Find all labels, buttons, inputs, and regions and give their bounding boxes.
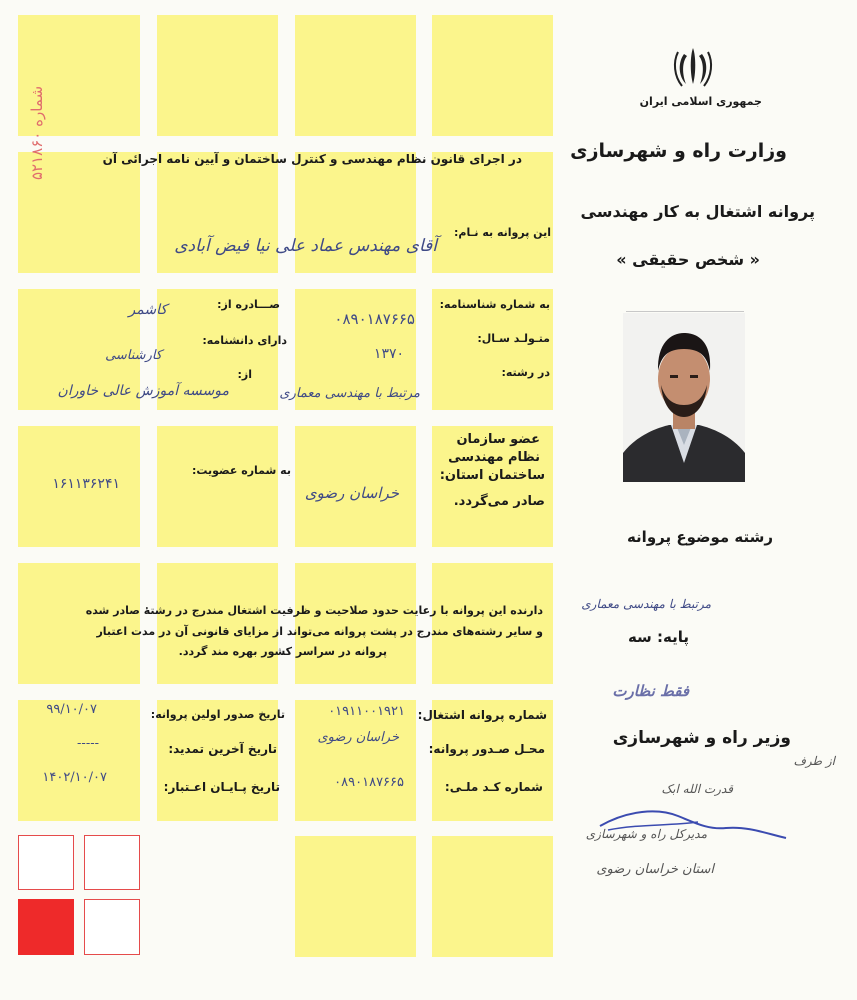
institution: موسسه آموزش عالی خاوران — [57, 383, 229, 399]
terms-line: دارنده این پروانه با رعایت حدود صلاحیت و ظرفیت اشتغال مندرج در رشتهٔ صادر شده — [85, 604, 543, 617]
field: مرتبط با مهندسی معماری — [279, 386, 420, 401]
signer-title-1: مدیرکل راه و شهرسازی — [585, 827, 707, 841]
id-number: ۰۸۹۰۱۸۷۶۶۵ — [334, 310, 415, 328]
issue-place: خراسان رضوی — [317, 730, 399, 745]
member-number-label: به شماره عضویت: — [191, 464, 291, 477]
stamp-box-filled — [18, 899, 74, 955]
background-tile — [295, 15, 416, 136]
first-issue-label: تاریخ صدور اولین پروانه: — [150, 708, 285, 721]
license-number-label: شماره پروانه اشتغال: — [417, 708, 547, 722]
terms-line: و سایر رشته‌های مندرج در پشت پروانه می‌تواند از مزایای قانونی آن در مدت اعتبار — [96, 625, 543, 638]
member-number: ۱۶۱۱۳۶۲۴۱ — [52, 476, 120, 492]
stamp-box — [84, 899, 140, 955]
grade: پایه: سه — [627, 628, 689, 646]
ministry-title: وزارت راه و شهرسازی — [570, 140, 787, 162]
emblem-icon — [670, 44, 716, 90]
renewal-label: تاریخ آخرین تمدید: — [168, 742, 277, 756]
supervision-stamp: فقط نظارت — [612, 682, 689, 700]
expiry-label: تاریخ پـایـان اعـتبار: — [163, 780, 280, 794]
background-tile — [157, 426, 278, 547]
membership-line3: ساختمان استان: — [439, 468, 545, 483]
birth-year: ۱۳۷۰ — [373, 346, 404, 362]
stamp-box — [84, 835, 140, 890]
holder-label: این پروانه به نـام: — [454, 226, 551, 239]
issue-place-label: محـل صـدور پروانه: — [428, 742, 545, 756]
background-tile — [295, 836, 416, 957]
background-tile — [18, 700, 140, 821]
photo-divider — [626, 311, 744, 312]
background-tile — [295, 563, 416, 684]
background-tile — [18, 563, 140, 684]
preamble: در اجرای قانون نظام مهندسی و کنترل ساختمان و آیین نامه اجرائی آن — [102, 152, 522, 166]
terms-line: پروانه در سراسر کشور بهره مند گردد. — [178, 645, 387, 658]
minister-title: وزیر راه و شهرسازی — [612, 728, 791, 748]
background-tile — [432, 152, 553, 273]
national-code-label: شماره کـد ملـی: — [444, 780, 543, 794]
from-side: از طرف — [793, 754, 835, 768]
holder-name: آقای مهندس عماد علی نیا فیض آبادی — [174, 236, 437, 256]
issued-place: کاشمر — [128, 302, 167, 318]
background-tile — [432, 563, 553, 684]
background-tile — [157, 563, 278, 684]
subject-value: مرتبط با مهندسی معماری — [581, 597, 711, 611]
license-number: ۰۱۹۱۱۰۰۱۹۲۱ — [328, 704, 405, 719]
background-tile — [432, 836, 553, 957]
membership-line2: نظام مهندسی — [448, 450, 540, 465]
id-number-label: به شماره شناسنامه: — [439, 298, 550, 311]
birth-label: متـولـد سـال: — [477, 332, 550, 345]
degree-label: دارای دانشنامه: — [202, 334, 287, 347]
degree: کارشناسی — [105, 348, 162, 363]
subject-title: رشته موضوع پروانه — [626, 528, 773, 546]
national-code: ۰۸۹۰۱۸۷۶۶۵ — [334, 775, 404, 790]
renewal-date: ----- — [77, 736, 99, 751]
republic-label: جمهوری اسلامی ایران — [639, 95, 762, 108]
signer-title-2: استان خراسان رضوی — [596, 862, 714, 877]
license-title: پروانه اشتغال به کار مهندسی — [580, 202, 815, 221]
membership-province: خراسان رضوی — [304, 484, 399, 502]
holder-photo — [623, 313, 745, 482]
membership-line1: عضو سازمان — [456, 432, 540, 447]
issued-label: صـــادره از: — [217, 298, 280, 311]
background-tile — [432, 15, 553, 136]
stamp-box — [18, 835, 74, 890]
field-label: در رشته: — [501, 366, 550, 379]
first-issue-date: ۹۹/۱۰/۰۷ — [46, 702, 97, 717]
signer-name: قدرت الله ابک — [661, 782, 733, 796]
person-type: « شخص حقیقی » — [616, 250, 760, 269]
issued-line: صادر می‌گردد. — [453, 494, 545, 509]
from-label: از: — [237, 368, 252, 381]
serial-number: شماره ۵۲۱۸۶۰ — [28, 85, 46, 180]
background-tile — [157, 15, 278, 136]
expiry-date: ۱۴۰۲/۱۰/۰۷ — [42, 770, 107, 785]
